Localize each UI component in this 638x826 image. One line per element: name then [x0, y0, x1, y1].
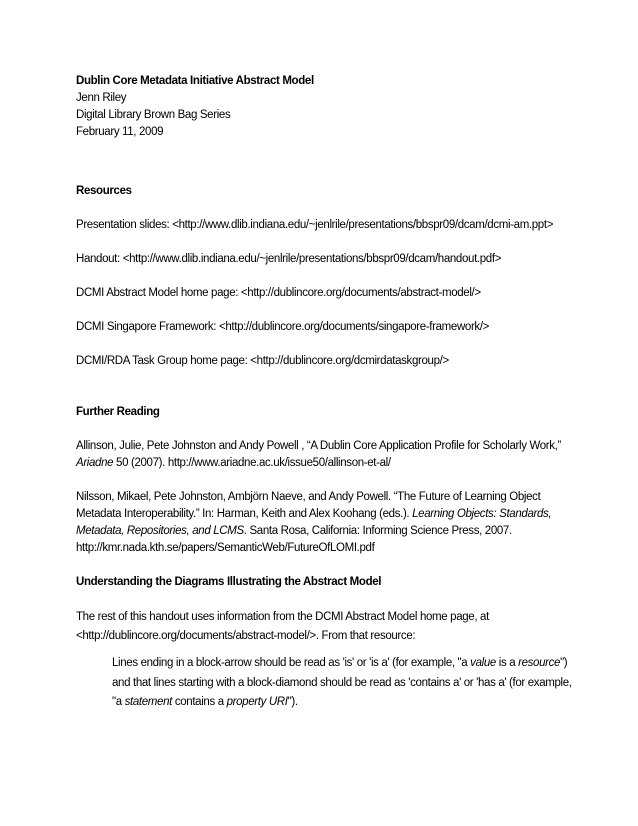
resources-heading: Resources [76, 185, 132, 197]
quote-text: Lines ending in a block-arrow should be read as 'is' or 'is a' (for example, "a [112, 657, 471, 669]
diagrams-heading: Understanding the Diagrams Illustrating the Abstract Model [76, 576, 382, 588]
reference-text: Nilsson, Mikael, Pete Johnston, Ambjörn Naeve, and Andy Powell. “The Future of Learning Object Metadata Interoperability.” In: Harman, Keith and Alex Koohang (eds.). [76, 491, 541, 520]
block-quote [112, 654, 586, 713]
further-reading-heading: Further Reading [76, 406, 160, 418]
quote-emphasis: value [470, 657, 496, 669]
document-content [76, 73, 586, 713]
quote-text: ") and that lines starting with a block-diamond should be read as 'contains a' or 'has a' (for example, "a [112, 657, 572, 708]
resource-abstract-model: DCMI Abstract Model home page: <http://dublincore.org/documents/abstract-model/> [76, 287, 481, 299]
reference-text: . Santa Rosa, California: Informing Science Press, 2007. http://kmr.nada.kth.se/papers/SemanticWeb/FutureOfLOMI.pdf [76, 525, 512, 554]
spacer [76, 472, 586, 489]
resource-task-group: DCMI/RDA Task Group home page: <http://dublincore.org/dcmirdataskgroup/> [76, 355, 449, 367]
spacer [76, 370, 586, 404]
quote-emphasis: resource [518, 657, 561, 669]
quote-emphasis: property URI [226, 696, 288, 708]
journal-title: Ariadne [76, 457, 114, 469]
resource-singapore-framework: DCMI Singapore Framework: <http://dublincore.org/documents/singapore-framework/> [76, 321, 490, 333]
spacer [76, 421, 586, 438]
spacer [76, 557, 586, 574]
spacer [76, 591, 586, 608]
document-date: February 11, 2009 [76, 126, 164, 138]
series-name: Digital Library Brown Bag Series [76, 109, 231, 121]
quote-text: "). [287, 696, 298, 708]
quote-text: is a [495, 657, 519, 669]
reference-nilsson [76, 489, 586, 557]
diagrams-intro: The rest of this handout uses information from the DCMI Abstract Model home page, at <http://dublincore.org/documents/abstract-model/>. From that resource: [76, 611, 489, 642]
quote-text: contains a [171, 696, 227, 708]
reference-text: Allinson, Julie, Pete Johnston and Andy Powell , “A Dublin Core Application Profile for Scholarly Work,” [76, 440, 561, 452]
spacer [76, 268, 586, 285]
spacer [76, 141, 586, 183]
spacer [76, 336, 586, 353]
spacer [76, 645, 586, 654]
reference-text: 50 (2007). http://www.ariadne.ac.uk/issue50/allinson-et-al/ [113, 457, 391, 469]
resource-presentation-slides: Presentation slides: <http://www.dlib.indiana.edu/~jenlrile/presentations/bbspr09/dcam/dcmi-am.ppt> [76, 219, 554, 231]
spacer [76, 200, 586, 217]
reference-allinson [76, 438, 586, 472]
spacer [76, 302, 586, 319]
author-name: Jenn Riley [76, 92, 127, 104]
spacer [76, 234, 586, 251]
resource-handout: Handout: <http://www.dlib.indiana.edu/~jenlrile/presentations/bbspr09/dcam/handout.pdf> [76, 253, 502, 265]
quote-emphasis: statement [124, 696, 172, 708]
book-title: Learning Objects: Standards, Metadata, Repositories, and LCMS [76, 508, 552, 537]
document-title: Dublin Core Metadata Initiative Abstract Model [76, 75, 314, 87]
